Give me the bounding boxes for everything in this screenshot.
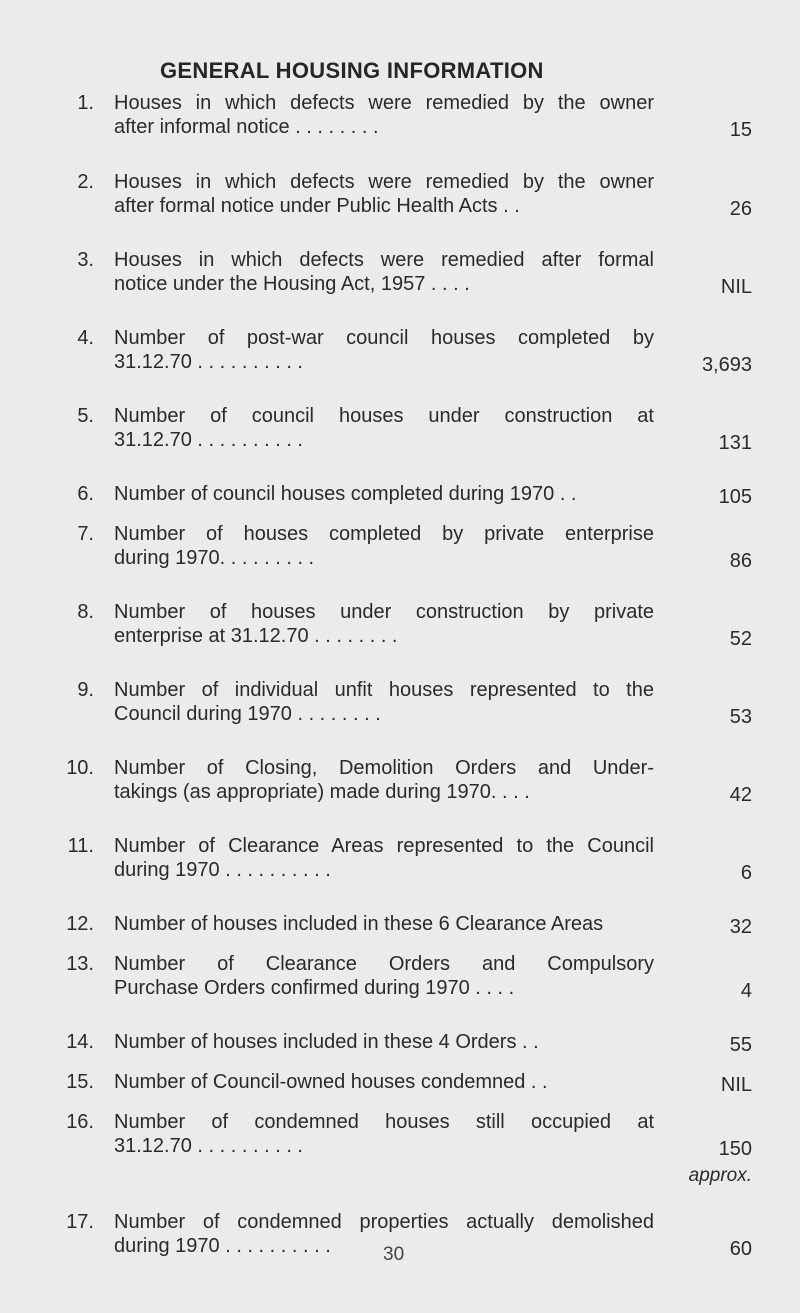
item-description xyxy=(114,404,654,452)
item-description-line: during 1970 . . . . . . . . . . xyxy=(114,859,331,881)
item-number: 9. xyxy=(77,679,94,701)
item-description-line: Number of council houses under construction at xyxy=(114,405,654,427)
item-description-line: Houses in which defects were remedied after formal xyxy=(114,249,654,271)
item-number: 8. xyxy=(77,601,94,623)
item-description xyxy=(114,482,577,506)
item-value: NIL xyxy=(720,1074,752,1096)
item-description-line: during 1970. . . . . . . . . xyxy=(114,547,315,569)
item-description-line: 31.12.70 . . . . . . . . . . xyxy=(114,1135,303,1157)
item-value: NIL xyxy=(720,276,752,298)
item-value: 26 xyxy=(729,198,752,220)
item-description-line: Number of council houses completed during 1970 . . xyxy=(114,483,577,505)
item-number: 7. xyxy=(77,523,94,545)
item-value: 6 xyxy=(740,862,752,884)
item-description-line: Purchase Orders confirmed during 1970 . . . . xyxy=(114,977,515,999)
item-description-line: Houses in which defects were remedied by the owner xyxy=(114,92,654,114)
item-description-line: Number of Clearance Areas represented to the Council xyxy=(114,835,654,857)
item-value: 15 xyxy=(729,119,752,141)
item-value: 52 xyxy=(729,628,752,650)
item-description-line: Number of condemned properties actually demolished xyxy=(114,1211,654,1233)
item-number: 12. xyxy=(66,913,94,935)
item-description-line: Houses in which defects were remedied by the owner xyxy=(114,171,654,193)
item-description xyxy=(114,248,654,296)
item-number: 4. xyxy=(77,327,94,349)
item-number: 1. xyxy=(77,92,94,114)
item-value: 105 xyxy=(718,486,752,508)
item-number: 16. xyxy=(66,1111,94,1133)
item-number: 3. xyxy=(77,249,94,271)
item-value: 86 xyxy=(729,550,752,572)
item-number: 2. xyxy=(77,171,94,193)
item-description xyxy=(114,1070,548,1094)
item-description-line: Council during 1970 . . . . . . . . xyxy=(114,703,381,725)
item-description-line: Number of houses completed by private enterprise xyxy=(114,523,654,545)
item-description xyxy=(114,91,654,139)
item-description-line: after formal notice under Public Health Acts . . xyxy=(114,195,520,217)
item-description-line: Number of individual unfit houses represented to the xyxy=(114,679,654,701)
item-description-line: 31.12.70 . . . . . . . . . . xyxy=(114,429,303,451)
item-description xyxy=(114,912,603,936)
item-description xyxy=(114,756,654,804)
item-description-line: during 1970 . . . . . . . . . . xyxy=(114,1235,331,1257)
item-value-note: approx. xyxy=(688,1165,752,1186)
item-description xyxy=(114,834,654,882)
item-description xyxy=(114,952,654,1000)
item-description xyxy=(114,678,654,726)
item-value: 53 xyxy=(729,706,752,728)
item-description-line: 31.12.70 . . . . . . . . . . xyxy=(114,351,303,373)
item-number: 17. xyxy=(66,1211,94,1233)
item-description-line: Number of condemned houses still occupied at xyxy=(114,1111,654,1133)
item-number: 14. xyxy=(66,1031,94,1053)
page-number: 30 xyxy=(383,1244,405,1265)
item-description-line: Number of Clearance Orders and Compulsory xyxy=(114,953,654,975)
item-description-line: Number of houses included in these 4 Orders . . xyxy=(114,1031,539,1053)
item-description xyxy=(114,326,654,374)
item-number: 5. xyxy=(77,405,94,427)
item-description-line: enterprise at 31.12.70 . . . . . . . . xyxy=(114,625,398,647)
item-description-line: Number of Council-owned houses condemned . . xyxy=(114,1071,548,1093)
item-description-line: after informal notice . . . . . . . . xyxy=(114,116,379,138)
item-number: 11. xyxy=(67,835,94,857)
item-value: 4 xyxy=(740,980,752,1002)
page-title: GENERAL HOUSING INFORMATION xyxy=(160,58,544,83)
item-description-line: notice under the Housing Act, 1957 . . . . xyxy=(114,273,470,295)
item-description-line: Number of post-war council houses completed by xyxy=(114,327,654,349)
item-value: 55 xyxy=(729,1034,752,1056)
item-description xyxy=(114,1110,654,1158)
item-description xyxy=(114,522,654,570)
item-description-line: Number of houses under construction by private xyxy=(114,601,654,623)
item-description-line: takings (as appropriate) made during 1970. . . . xyxy=(114,781,530,803)
item-value: 3,693 xyxy=(701,354,752,376)
item-value: 32 xyxy=(729,916,752,938)
item-description-line: Number of Closing, Demolition Orders and Under- xyxy=(114,757,654,779)
item-number: 13. xyxy=(66,953,94,975)
item-description xyxy=(114,170,654,218)
item-description-line: Number of houses included in these 6 Clearance Areas xyxy=(114,913,604,935)
item-number: 15. xyxy=(66,1071,94,1093)
item-value: 131 xyxy=(718,432,752,454)
item-number: 6. xyxy=(77,483,94,505)
item-description xyxy=(114,1030,539,1054)
item-number: 10. xyxy=(66,757,94,779)
item-description xyxy=(114,600,654,648)
item-value: 42 xyxy=(729,784,752,806)
item-value: 150 xyxy=(718,1138,752,1160)
item-value: 60 xyxy=(729,1238,752,1260)
